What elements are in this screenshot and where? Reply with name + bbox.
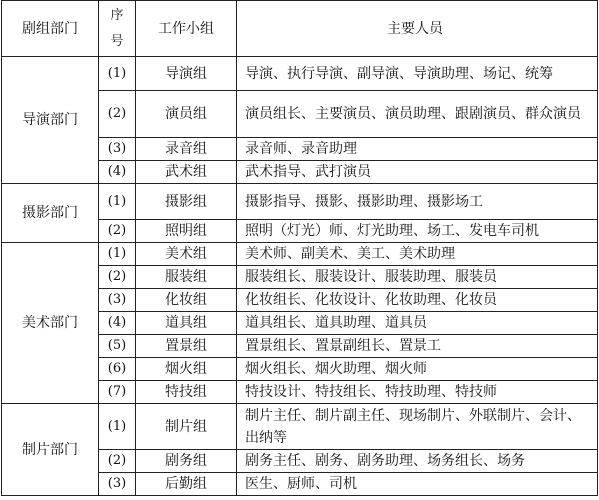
main-members-cell: 演员组长、主要演员、演员助理、跟剧演员、群众演员 (237, 91, 598, 138)
work-group-cell: 美术组 (136, 243, 237, 266)
work-group-cell: 演员组 (136, 91, 237, 138)
main-members-cell: 摄影指导、摄影、摄影助理、摄影场工 (237, 184, 598, 220)
work-group-cell: 道具组 (136, 312, 237, 335)
main-members-cell: 烟火组长、烟火助理、烟火师 (237, 358, 598, 381)
main-members-cell: 导演、执行导演、副导演、导演助理、场记、统筹 (237, 57, 598, 91)
main-members-cell: 剧务主任、剧务、剧务助理、场务组长、场务 (237, 450, 598, 473)
main-members-cell: 道具组长、道具助理、道具员 (237, 312, 598, 335)
sequence-cell: (7) (99, 381, 136, 404)
main-members-cell: 照明（灯光）师、灯光助理、场工、发电车司机 (237, 220, 598, 243)
main-members-cell: 美术师、副美术、美工、美术助理 (237, 243, 598, 266)
work-group-cell: 服装组 (136, 266, 237, 289)
work-group-cell: 录音组 (136, 138, 237, 161)
sequence-cell: (1) (99, 404, 136, 450)
sequence-cell: (3) (99, 473, 136, 496)
sequence-cell: (2) (99, 220, 136, 243)
table-body (2, 57, 598, 496)
table-row (2, 404, 598, 450)
work-group-cell: 剧务组 (136, 450, 237, 473)
work-group-cell: 特技组 (136, 381, 237, 404)
sequence-cell: (1) (99, 184, 136, 220)
sequence-cell: (1) (99, 57, 136, 91)
department-name-cell: 摄影部门 (2, 184, 99, 243)
main-members-cell: 服装组长、服装设计、服装助理、服装员 (237, 266, 598, 289)
table-row (2, 57, 598, 91)
main-members-cell: 医生、厨师、司机 (237, 473, 598, 496)
work-group-cell: 制片组 (136, 404, 237, 450)
table-row (2, 184, 598, 220)
main-members-cell: 置景组长、置景副组长、置景工 (237, 335, 598, 358)
work-group-cell: 导演组 (136, 57, 237, 91)
department-name-cell: 美术部门 (2, 243, 99, 404)
header-sequence-line2: 号 (110, 33, 124, 49)
sequence-cell: (2) (99, 91, 136, 138)
work-group-cell: 武术组 (136, 161, 237, 184)
work-group-cell: 化妆组 (136, 289, 237, 312)
table-row (2, 243, 598, 266)
header-sequence-line1: 序 (110, 7, 124, 23)
work-group-cell: 摄影组 (136, 184, 237, 220)
sequence-cell: (2) (99, 450, 136, 473)
sequence-cell: (1) (99, 243, 136, 266)
work-group-cell: 后勤组 (136, 473, 237, 496)
header-main-members: 主要人员 (237, 1, 598, 57)
sequence-cell: (4) (99, 161, 136, 184)
main-members-cell: 特技设计、特技组长、特技助理、特技师 (237, 381, 598, 404)
main-members-cell: 制片主任、制片副主任、现场制片、外联制片、会计、出纳等 (237, 404, 598, 450)
work-group-cell: 置景组 (136, 335, 237, 358)
sequence-cell: (5) (99, 335, 136, 358)
main-members-cell: 化妆组长、化妆设计、化妆助理、化妆员 (237, 289, 598, 312)
department-name-cell: 制片部门 (2, 404, 99, 496)
sequence-cell: (3) (99, 289, 136, 312)
sequence-cell: (2) (99, 266, 136, 289)
department-name-cell: 导演部门 (2, 57, 99, 184)
header-sequence (99, 1, 136, 57)
sequence-cell: (3) (99, 138, 136, 161)
work-group-cell: 照明组 (136, 220, 237, 243)
header-department: 剧组部门 (2, 1, 99, 57)
work-group-cell: 烟火组 (136, 358, 237, 381)
crew-department-table (1, 0, 598, 496)
main-members-cell: 录音师、录音助理 (237, 138, 598, 161)
header-work-group: 工作小组 (136, 1, 237, 57)
table-header-row (2, 1, 598, 57)
sequence-cell: (4) (99, 312, 136, 335)
sequence-cell: (6) (99, 358, 136, 381)
main-members-cell: 武术指导、武打演员 (237, 161, 598, 184)
